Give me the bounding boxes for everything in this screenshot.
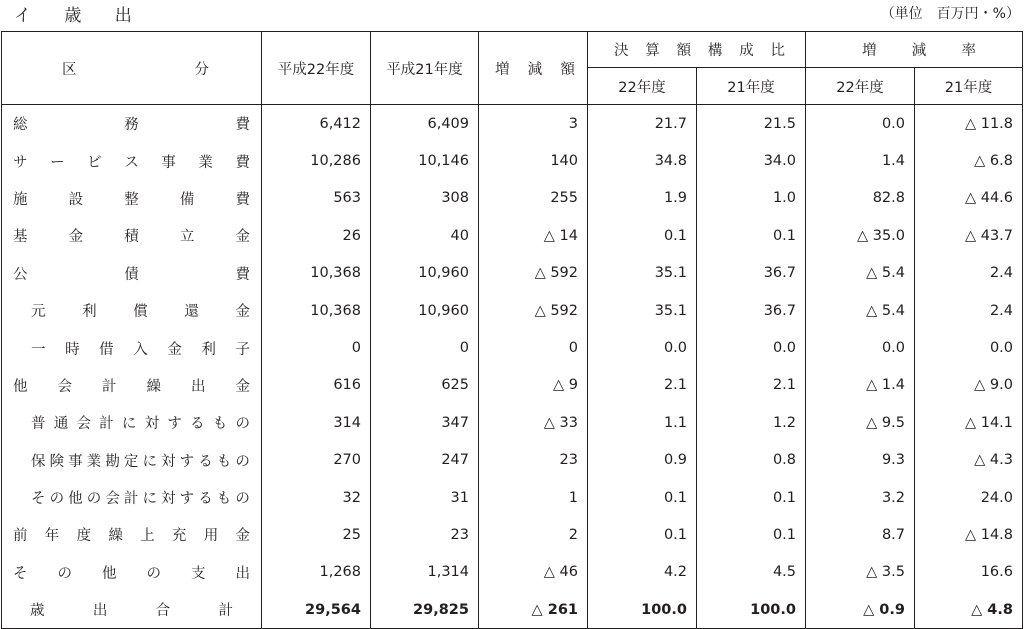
comp21-value: 1.2 [697, 404, 806, 441]
header-kessan-label: 決 算 額 構 成 比 [614, 43, 785, 59]
fy22-value: 26 [262, 217, 371, 254]
fy21-value: 40 [371, 217, 479, 254]
header-zogen [479, 32, 588, 105]
rate22-value: △ 0.9 [806, 591, 915, 629]
row-label-cell [2, 404, 262, 441]
header-ritsu [806, 32, 1023, 68]
row-label: 基 金 積 立 金 [13, 229, 250, 246]
rate22-value: 82.8 [806, 180, 915, 217]
table-row [2, 516, 1023, 553]
row-label: 公 債 費 [13, 266, 250, 283]
diff-value: 2 [479, 516, 588, 553]
diff-value: 23 [479, 442, 588, 479]
comp22-value: 0.1 [588, 516, 697, 553]
row-label-cell [2, 367, 262, 404]
diff-value: 3 [479, 105, 588, 143]
header-ritsu-22: 22年度 [806, 68, 915, 105]
row-label-cell [2, 479, 262, 516]
row-label: そ の 他 の 支 出 [13, 565, 250, 582]
table-body [2, 105, 1023, 629]
row-label: 総 務 費 [13, 117, 250, 134]
unit-note: （単位 百万円・%） [880, 6, 1020, 22]
comp21-value: 34.0 [697, 142, 806, 179]
section-title: イ 歳 出 [14, 6, 146, 26]
rate22-value: 8.7 [806, 516, 915, 553]
diff-value: △ 14 [479, 217, 588, 254]
row-label-cell [2, 105, 262, 143]
page-header [0, 0, 1024, 30]
row-label-cell [2, 516, 262, 553]
header-kessan-21: 21年度 [697, 68, 806, 105]
fy22-value: 32 [262, 479, 371, 516]
rate21-value: 2.4 [915, 255, 1023, 292]
diff-value: △ 46 [479, 554, 588, 591]
comp21-value: 0.1 [697, 217, 806, 254]
comp21-value: 0.0 [697, 329, 806, 366]
diff-value: △ 592 [479, 292, 588, 329]
comp22-value: 0.1 [588, 479, 697, 516]
fy22-value: 1,268 [262, 554, 371, 591]
table-row [2, 142, 1023, 179]
fy21-value: 625 [371, 367, 479, 404]
comp22-value: 35.1 [588, 255, 697, 292]
fy22-value: 10,368 [262, 292, 371, 329]
comp22-value: 2.1 [588, 367, 697, 404]
diff-value: 255 [479, 180, 588, 217]
rate22-value: △ 5.4 [806, 255, 915, 292]
header-kessan [588, 32, 806, 68]
header-ritsu-label: 増 減 率 [862, 43, 976, 59]
table-row [2, 292, 1023, 329]
rate21-value: △ 43.7 [915, 217, 1023, 254]
row-label-cell [2, 442, 262, 479]
comp21-value: 0.8 [697, 442, 806, 479]
diff-value: △ 33 [479, 404, 588, 441]
row-label: 保 険 事 業 勘 定 に 対 す る も の [31, 453, 250, 470]
comp22-value: 21.7 [588, 105, 697, 143]
header-kubun [2, 32, 262, 105]
expenditure-table [1, 31, 1023, 629]
header-kubun-label: 区 分 [62, 61, 209, 78]
rate21-value: △ 9.0 [915, 367, 1023, 404]
fy21-value: 247 [371, 442, 479, 479]
row-label: 一 時 借 入 金 利 子 [31, 341, 250, 358]
header-ritsu-21: 21年度 [915, 68, 1023, 105]
header-fy21: 平成21年度 [371, 32, 479, 105]
fy22-value: 563 [262, 180, 371, 217]
fy22-value: 25 [262, 516, 371, 553]
rate21-value: 24.0 [915, 479, 1023, 516]
row-label: 元 利 償 還 金 [31, 304, 250, 321]
rate21-value: △ 6.8 [915, 142, 1023, 179]
comp21-value: 1.0 [697, 180, 806, 217]
table-row [2, 479, 1023, 516]
rate22-value: △ 1.4 [806, 367, 915, 404]
fy21-value: 10,960 [371, 255, 479, 292]
fy21-value: 347 [371, 404, 479, 441]
diff-value: △ 9 [479, 367, 588, 404]
fy21-value: 10,960 [371, 292, 479, 329]
diff-value: 140 [479, 142, 588, 179]
fy22-value: 29,564 [262, 591, 371, 629]
rate22-value: △ 5.4 [806, 292, 915, 329]
table-row [2, 329, 1023, 366]
fy21-value: 10,146 [371, 142, 479, 179]
comp21-value: 0.1 [697, 479, 806, 516]
fy21-value: 29,825 [371, 591, 479, 629]
header-zogen-label: 増 減 額 [495, 61, 575, 78]
rate22-value: △ 9.5 [806, 404, 915, 441]
row-label: 普 通 会 計 に 対 す る も の [31, 416, 250, 433]
comp21-value: 36.7 [697, 292, 806, 329]
rate22-value: 3.2 [806, 479, 915, 516]
row-label: 歳 出 合 計 [30, 603, 233, 620]
comp21-value: 100.0 [697, 591, 806, 629]
row-label-cell [2, 554, 262, 591]
rate22-value: △ 35.0 [806, 217, 915, 254]
rate21-value: △ 4.3 [915, 442, 1023, 479]
table-row [2, 255, 1023, 292]
header-kessan-22: 22年度 [588, 68, 697, 105]
header-fy22: 平成22年度 [262, 32, 371, 105]
total-row [2, 591, 1023, 629]
rate22-value: 1.4 [806, 142, 915, 179]
diff-value: 1 [479, 479, 588, 516]
comp22-value: 35.1 [588, 292, 697, 329]
comp22-value: 0.0 [588, 329, 697, 366]
row-label-cell [2, 217, 262, 254]
table-row [2, 554, 1023, 591]
fy21-value: 1,314 [371, 554, 479, 591]
row-label-cell [2, 180, 262, 217]
fy22-value: 270 [262, 442, 371, 479]
rate22-value: 0.0 [806, 105, 915, 143]
rate21-value: 16.6 [915, 554, 1023, 591]
fy22-value: 616 [262, 367, 371, 404]
row-label: サ ー ビ ス 事 業 費 [13, 154, 250, 171]
comp22-value: 0.1 [588, 217, 697, 254]
rate21-value: 2.4 [915, 292, 1023, 329]
comp21-value: 2.1 [697, 367, 806, 404]
row-label-cell [2, 142, 262, 179]
row-label-cell [2, 292, 262, 329]
comp22-value: 34.8 [588, 142, 697, 179]
fy22-value: 6,412 [262, 105, 371, 143]
comp21-value: 0.1 [697, 516, 806, 553]
rate22-value: 9.3 [806, 442, 915, 479]
diff-value: △ 261 [479, 591, 588, 629]
table-row [2, 404, 1023, 441]
row-label-cell [2, 329, 262, 366]
fy22-value: 10,368 [262, 255, 371, 292]
fy21-value: 308 [371, 180, 479, 217]
rate22-value: 0.0 [806, 329, 915, 366]
rate21-value: 0.0 [915, 329, 1023, 366]
fy21-value: 23 [371, 516, 479, 553]
table-row [2, 105, 1023, 143]
table-row [2, 367, 1023, 404]
comp21-value: 4.5 [697, 554, 806, 591]
comp22-value: 1.9 [588, 180, 697, 217]
comp22-value: 1.1 [588, 404, 697, 441]
fy22-value: 10,286 [262, 142, 371, 179]
diff-value: 0 [479, 329, 588, 366]
fy22-value: 0 [262, 329, 371, 366]
row-label: 前 年 度 繰 上 充 用 金 [13, 528, 250, 545]
comp22-value: 100.0 [588, 591, 697, 629]
fy21-value: 6,409 [371, 105, 479, 143]
rate21-value: △ 44.6 [915, 180, 1023, 217]
rate21-value: △ 11.8 [915, 105, 1023, 143]
fy21-value: 31 [371, 479, 479, 516]
row-label: 他 会 計 繰 出 金 [13, 378, 250, 395]
fy22-value: 314 [262, 404, 371, 441]
row-label-cell [2, 591, 262, 629]
row-label: 施 設 整 備 費 [13, 191, 250, 208]
table-row [2, 442, 1023, 479]
rate21-value: △ 14.8 [915, 516, 1023, 553]
rate22-value: △ 3.5 [806, 554, 915, 591]
diff-value: △ 592 [479, 255, 588, 292]
comp22-value: 0.9 [588, 442, 697, 479]
fy21-value: 0 [371, 329, 479, 366]
row-label: そ の 他 の 会 計 に 対 す る も の [31, 491, 250, 508]
comp21-value: 36.7 [697, 255, 806, 292]
rate21-value: △ 4.8 [915, 591, 1023, 629]
rate21-value: △ 14.1 [915, 404, 1023, 441]
row-label-cell [2, 255, 262, 292]
table-row [2, 217, 1023, 254]
comp22-value: 4.2 [588, 554, 697, 591]
table-row [2, 180, 1023, 217]
comp21-value: 21.5 [697, 105, 806, 143]
